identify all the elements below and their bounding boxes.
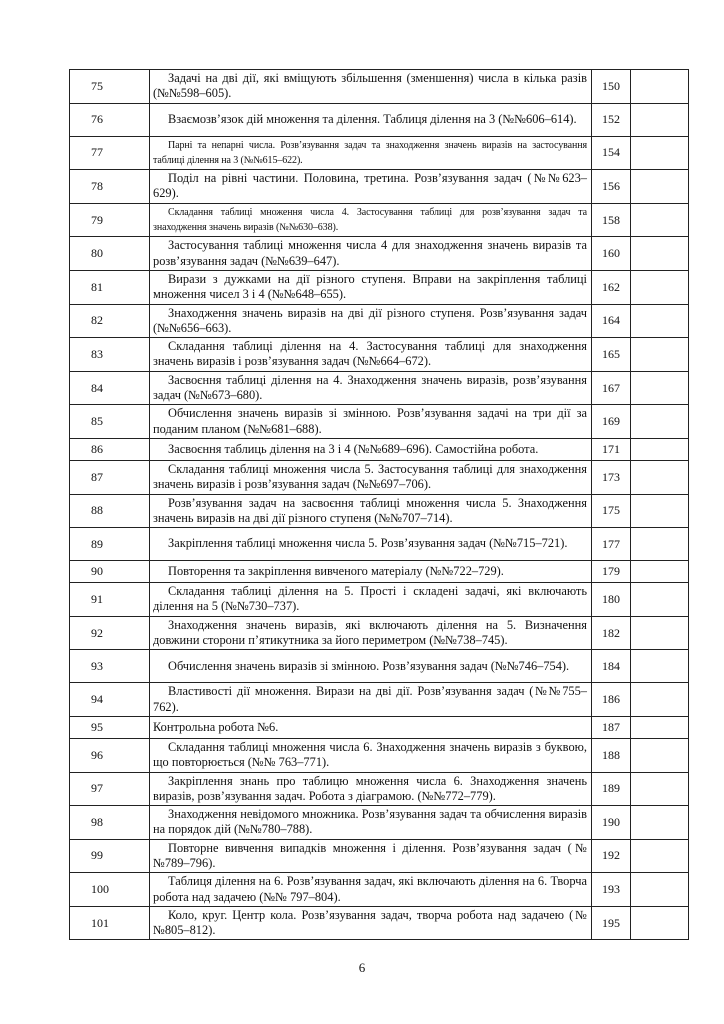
- table-row: [70, 806, 689, 840]
- empty-cell: [631, 716, 689, 738]
- table-row: [70, 528, 689, 561]
- lesson-page: 156: [592, 170, 631, 204]
- table-row: [70, 583, 689, 617]
- lesson-page: 154: [592, 136, 631, 170]
- lesson-number: 101: [70, 906, 150, 940]
- lesson-page: 150: [592, 70, 631, 104]
- lesson-number: 88: [70, 494, 150, 528]
- table-row: [70, 772, 689, 806]
- lesson-number: 95: [70, 716, 150, 738]
- table-row: [70, 438, 689, 460]
- lesson-number: 82: [70, 304, 150, 338]
- lesson-number: 93: [70, 650, 150, 683]
- lesson-topic: Засвоєння таблиць ділення на 3 і 4 (№№689–696). Самостійна робота.: [150, 438, 592, 460]
- lesson-topic: Засвоєння таблиці ділення на 4. Знаходження значень виразів, розв’язування задач (№№673–680).: [150, 371, 592, 405]
- table-row: [70, 270, 689, 304]
- lesson-number: 86: [70, 438, 150, 460]
- lesson-topic: Обчислення значень виразів зі змінною. Розв’язування задачі на три дії за поданим планом (№№681–688).: [150, 405, 592, 439]
- lesson-topic: Складання таблиці ділення на 5. Прості і складені задачі, які включають ділення на 5 (№№730–737).: [150, 583, 592, 617]
- lesson-page: 173: [592, 460, 631, 494]
- lesson-topic: Складання таблиці множення числа 4. Застосування таблиці для розв’язування задач та знаходження значень виразів (№№630–638).: [150, 203, 592, 237]
- empty-cell: [631, 203, 689, 237]
- table-row: [70, 906, 689, 940]
- lesson-number: 75: [70, 70, 150, 104]
- lesson-number: 80: [70, 237, 150, 271]
- lesson-topic: Повторення та закріплення вивченого матеріалу (№№722–729).: [150, 561, 592, 583]
- lesson-topic: Знаходження невідомого множника. Розв’язування задач та обчислення виразів на порядок дій (№№780–788).: [150, 806, 592, 840]
- lesson-page: 179: [592, 561, 631, 583]
- table-row: [70, 338, 689, 372]
- lesson-number: 89: [70, 528, 150, 561]
- lesson-number: 97: [70, 772, 150, 806]
- lesson-topic: Парні та непарні числа. Розв’язування задач та знаходження значень виразів на застосування таблиці ділення на 3 (№№615–622).: [150, 136, 592, 170]
- table-row: [70, 70, 689, 104]
- lesson-topic: Коло, круг. Центр кола. Розв’язування задач, творча робота над задачею (№№805–812).: [150, 906, 592, 940]
- empty-cell: [631, 561, 689, 583]
- empty-cell: [631, 460, 689, 494]
- empty-cell: [631, 494, 689, 528]
- lesson-topic: Таблиця ділення на 6. Розв’язування задач, які включають ділення на 6. Творча робота над задачею (№№ 797–804).: [150, 873, 592, 907]
- empty-cell: [631, 650, 689, 683]
- lesson-topic: Поділ на рівні частини. Половина, третина. Розв’язування задач (№№623–629).: [150, 170, 592, 204]
- table-row: [70, 561, 689, 583]
- lesson-topic: Вирази з дужками на дії різного ступеня. Вправи на закріплення таблиці множення чисел 3 і 4 (№№648–655).: [150, 270, 592, 304]
- empty-cell: [631, 70, 689, 104]
- table-row: [70, 304, 689, 338]
- lesson-page: 175: [592, 494, 631, 528]
- lesson-number: 84: [70, 371, 150, 405]
- lesson-topic: Задачі на дві дії, які вміщують збільшення (зменшення) числа в кілька разів (№№598–605).: [150, 70, 592, 104]
- lesson-page: 152: [592, 103, 631, 136]
- table-row: [70, 371, 689, 405]
- empty-cell: [631, 806, 689, 840]
- lesson-number: 98: [70, 806, 150, 840]
- empty-cell: [631, 873, 689, 907]
- lesson-page: 180: [592, 583, 631, 617]
- lesson-number: 81: [70, 270, 150, 304]
- table-row: [70, 203, 689, 237]
- lesson-number: 76: [70, 103, 150, 136]
- lesson-page: 186: [592, 683, 631, 717]
- lesson-topic: Застосування таблиці множення числа 4 для знаходження значень виразів та розв’язування задач (№№639–647).: [150, 237, 592, 271]
- lesson-page: 190: [592, 806, 631, 840]
- empty-cell: [631, 683, 689, 717]
- lesson-topic: Контрольна робота №6.: [150, 716, 592, 738]
- lesson-plan-table: [69, 69, 689, 940]
- table-row: [70, 170, 689, 204]
- empty-cell: [631, 839, 689, 873]
- lesson-page: 160: [592, 237, 631, 271]
- lesson-topic: Закріплення таблиці множення числа 5. Розв’язування задач (№№715–721).: [150, 528, 592, 561]
- empty-cell: [631, 616, 689, 650]
- table-row: [70, 650, 689, 683]
- lesson-number: 96: [70, 738, 150, 772]
- table-row: [70, 460, 689, 494]
- empty-cell: [631, 772, 689, 806]
- lesson-page: 195: [592, 906, 631, 940]
- lesson-number: 94: [70, 683, 150, 717]
- lesson-topic: Складання таблиці ділення на 4. Застосування таблиці для знаходження значень виразів і розв’язування задач (№№664–672).: [150, 338, 592, 372]
- lesson-number: 91: [70, 583, 150, 617]
- lesson-page: 192: [592, 839, 631, 873]
- lesson-topic: Властивості дії множення. Вирази на дві дії. Розв’язування задач (№№755–762).: [150, 683, 592, 717]
- empty-cell: [631, 304, 689, 338]
- lesson-page: 182: [592, 616, 631, 650]
- lesson-page: 165: [592, 338, 631, 372]
- table-row: [70, 839, 689, 873]
- lesson-number: 100: [70, 873, 150, 907]
- lesson-topic: Закріплення знань про таблицю множення числа 6. Знаходження значень виразів, розв’язування задач. Робота з діаграмою. (№№772–779).: [150, 772, 592, 806]
- empty-cell: [631, 270, 689, 304]
- empty-cell: [631, 583, 689, 617]
- table-row: [70, 683, 689, 717]
- lesson-number: 87: [70, 460, 150, 494]
- table-row: [70, 405, 689, 439]
- lesson-topic: Знаходження значень виразів, які включають ділення на 5. Визначення довжини сторони п’ятикутника за його периметром (№№738–745).: [150, 616, 592, 650]
- lesson-page: 187: [592, 716, 631, 738]
- lesson-topic: Складання таблиці множення числа 6. Знаходження значень виразів з буквою, що повторюється (№№ 763–771).: [150, 738, 592, 772]
- lesson-topic: Розв’язування задач на засвоєння таблиці множення числа 5. Знаходження значень виразів на дві дії різного ступеня (№№707–714).: [150, 494, 592, 528]
- empty-cell: [631, 338, 689, 372]
- lesson-page: 164: [592, 304, 631, 338]
- lesson-number: 78: [70, 170, 150, 204]
- table-row: [70, 873, 689, 907]
- empty-cell: [631, 136, 689, 170]
- page-number: 6: [358, 960, 366, 975]
- table-row: [70, 716, 689, 738]
- lesson-number: 83: [70, 338, 150, 372]
- lesson-page: 171: [592, 438, 631, 460]
- lesson-page: 189: [592, 772, 631, 806]
- lesson-number: 90: [70, 561, 150, 583]
- lesson-number: 85: [70, 405, 150, 439]
- empty-cell: [631, 438, 689, 460]
- table-row: [70, 494, 689, 528]
- lesson-plan-body: [70, 70, 689, 940]
- lesson-topic: Обчислення значень виразів зі змінною. Розв’язування задач (№№746–754).: [150, 650, 592, 683]
- lesson-number: 77: [70, 136, 150, 170]
- lesson-page: 158: [592, 203, 631, 237]
- table-row: [70, 237, 689, 271]
- lesson-page: 184: [592, 650, 631, 683]
- empty-cell: [631, 738, 689, 772]
- lesson-number: 79: [70, 203, 150, 237]
- lesson-number: 92: [70, 616, 150, 650]
- lesson-page: 177: [592, 528, 631, 561]
- empty-cell: [631, 906, 689, 940]
- lesson-topic: Повторне вивчення випадків множення і ділення. Розв’язування задач (№№789–796).: [150, 839, 592, 873]
- lesson-page: 188: [592, 738, 631, 772]
- lesson-page: 169: [592, 405, 631, 439]
- empty-cell: [631, 371, 689, 405]
- lesson-topic: Складання таблиці множення числа 5. Застосування таблиці для знаходження значень виразів і розв’язування задач (№№697–706).: [150, 460, 592, 494]
- table-row: [70, 738, 689, 772]
- empty-cell: [631, 528, 689, 561]
- table-row: [70, 103, 689, 136]
- lesson-page: 193: [592, 873, 631, 907]
- empty-cell: [631, 237, 689, 271]
- lesson-page: 167: [592, 371, 631, 405]
- empty-cell: [631, 170, 689, 204]
- lesson-topic: Взаємозв’язок дій множення та ділення. Таблиця ділення на 3 (№№606–614).: [150, 103, 592, 136]
- lesson-topic: Знаходження значень виразів на дві дії різного ступеня. Розв’язування задач (№№656–663).: [150, 304, 592, 338]
- empty-cell: [631, 405, 689, 439]
- lesson-number: 99: [70, 839, 150, 873]
- lesson-page: 162: [592, 270, 631, 304]
- empty-cell: [631, 103, 689, 136]
- table-row: [70, 136, 689, 170]
- table-row: [70, 616, 689, 650]
